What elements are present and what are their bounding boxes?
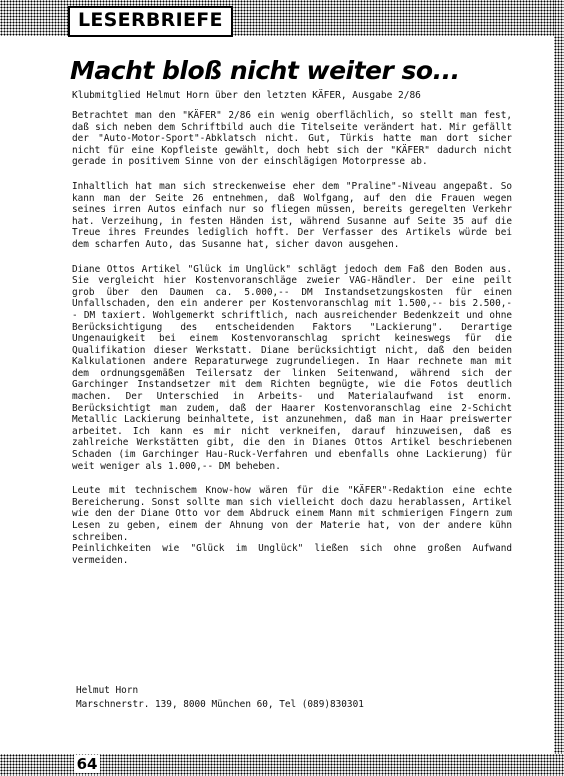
paragraph-2: Inhaltlich hat man sich streckenweise eher dem "Praline"-Niveau angepaßt. So kann man der Seite 26 entnehmen, daß Wolfgang, auf den die Frauen wegen seines irren Autos einfach nur so fliegen müssen, bereits geregelten Verkehr hat. Verzeihung, in festen Händen ist, während Susanne auf Seite 35 auf die Treue ihres Freundes lediglich hofft. Der Verfasser des Artikels würde bei dem scharfen Auto, das Susanne hat, sicher davon ausgehen. <box>72 180 512 250</box>
signature-address: Marschnerstr. 139, 8000 München 60, Tel (089)830301 <box>76 699 364 710</box>
article-headline: Macht bloß nicht weiter so... <box>70 56 460 85</box>
right-halftone-band <box>554 0 564 776</box>
article-body <box>72 110 512 579</box>
section-label: LESERBRIEFE <box>68 6 233 37</box>
paragraph-1: Betrachtet man den "KÄFER" 2/86 ein wenig oberflächlich, so stellt man fest, daß sich neben dem Schriftbild auch die Titelseite verändert hat. Mir gefällt der "Auto-Motor-Sport"-Abklatsch nicht. Gut, Türkis hatte man dort sicher nicht für eine Kopfleiste gewählt, doch hebt sich der "KÄFER" dadurch nicht gerade in positivem Sinne von der einschlägigen Motorpresse ab. <box>72 110 512 168</box>
page-number: 64 <box>74 755 100 773</box>
letter-signature <box>76 684 364 712</box>
paragraph-3: Diane Ottos Artikel "Glück im Unglück" schlägt jedoch dem Faß den Boden aus. Sie vergleicht hier Kostenvoranschläge zweier VAG-Händler. Der eine peilt grob über den Daumen ca. 5.000,-- DM Instandsetzungskosten für einen Unfallschaden, den ein anderer per Kostenvoranschlag mit 1.500,-- bis 2.500,-- DM taxiert. Wohlgemerkt schriftlich, nach ausreichender Bedenkzeit und ohne Berücksichtigung des entscheidenden Faktors "Lackierung". Derartige Ungenauigkeit bei einem Kostenvoranschlag spricht keineswegs für die Qualifikation dieser Werkstatt. Diane berücksichtigt nicht, daß den beiden Kalkulationen andere Reparaturwege zugrundeliegen. In Haar rechnete man mit dem ordnungsgemäßen Teilersatz der linken Seitenwand, während sich der Garchinger Instandsetzer mit dem Richten begnügte, wie die Fotos deutlich machen. Der Unterschied in Arbeits- und Materialaufwand ist enorm. Berücksichtigt man zudem, daß der Haarer Kostenvoranschlag eine 2-Schicht Metallic Lackierung beinhaltete, ist anzunehmen, daß man in Haar preiswerter arbeitet. Ich kann es mir nicht verkneifen, darauf hinzuweisen, daß es zahlreiche Werkstätten gibt, die den in Dianes Ottos Artikel beschriebenen Schaden (im Garchinger Hau-Ruck-Verfahren und ebenfalls ohne Lackierung) für weit weniger als 1.000,-- DM beheben. <box>72 263 512 472</box>
paragraph-4: Leute mit technischem Know-how wären für die "KÄFER"-Redaktion eine echte Bereicherung. Sonst sollte man sich vielleicht doch dazu herablassen, Artikel wie den der Diane Otto vor dem Abdruck einem Mann mit schmierigen Fingern zum Lesen zu geben, einem der Ahnung von der Materie hat, von der andere kühn schreiben. <box>72 485 512 543</box>
paragraph-5: Peinlichkeiten wie "Glück im Unglück" ließen sich ohne großen Aufwand vermeiden. <box>72 543 512 566</box>
signature-name: Helmut Horn <box>76 685 139 696</box>
article-subline: Klubmitglied Helmut Horn über den letzten KÄFER, Ausgabe 2/86 <box>72 90 421 101</box>
